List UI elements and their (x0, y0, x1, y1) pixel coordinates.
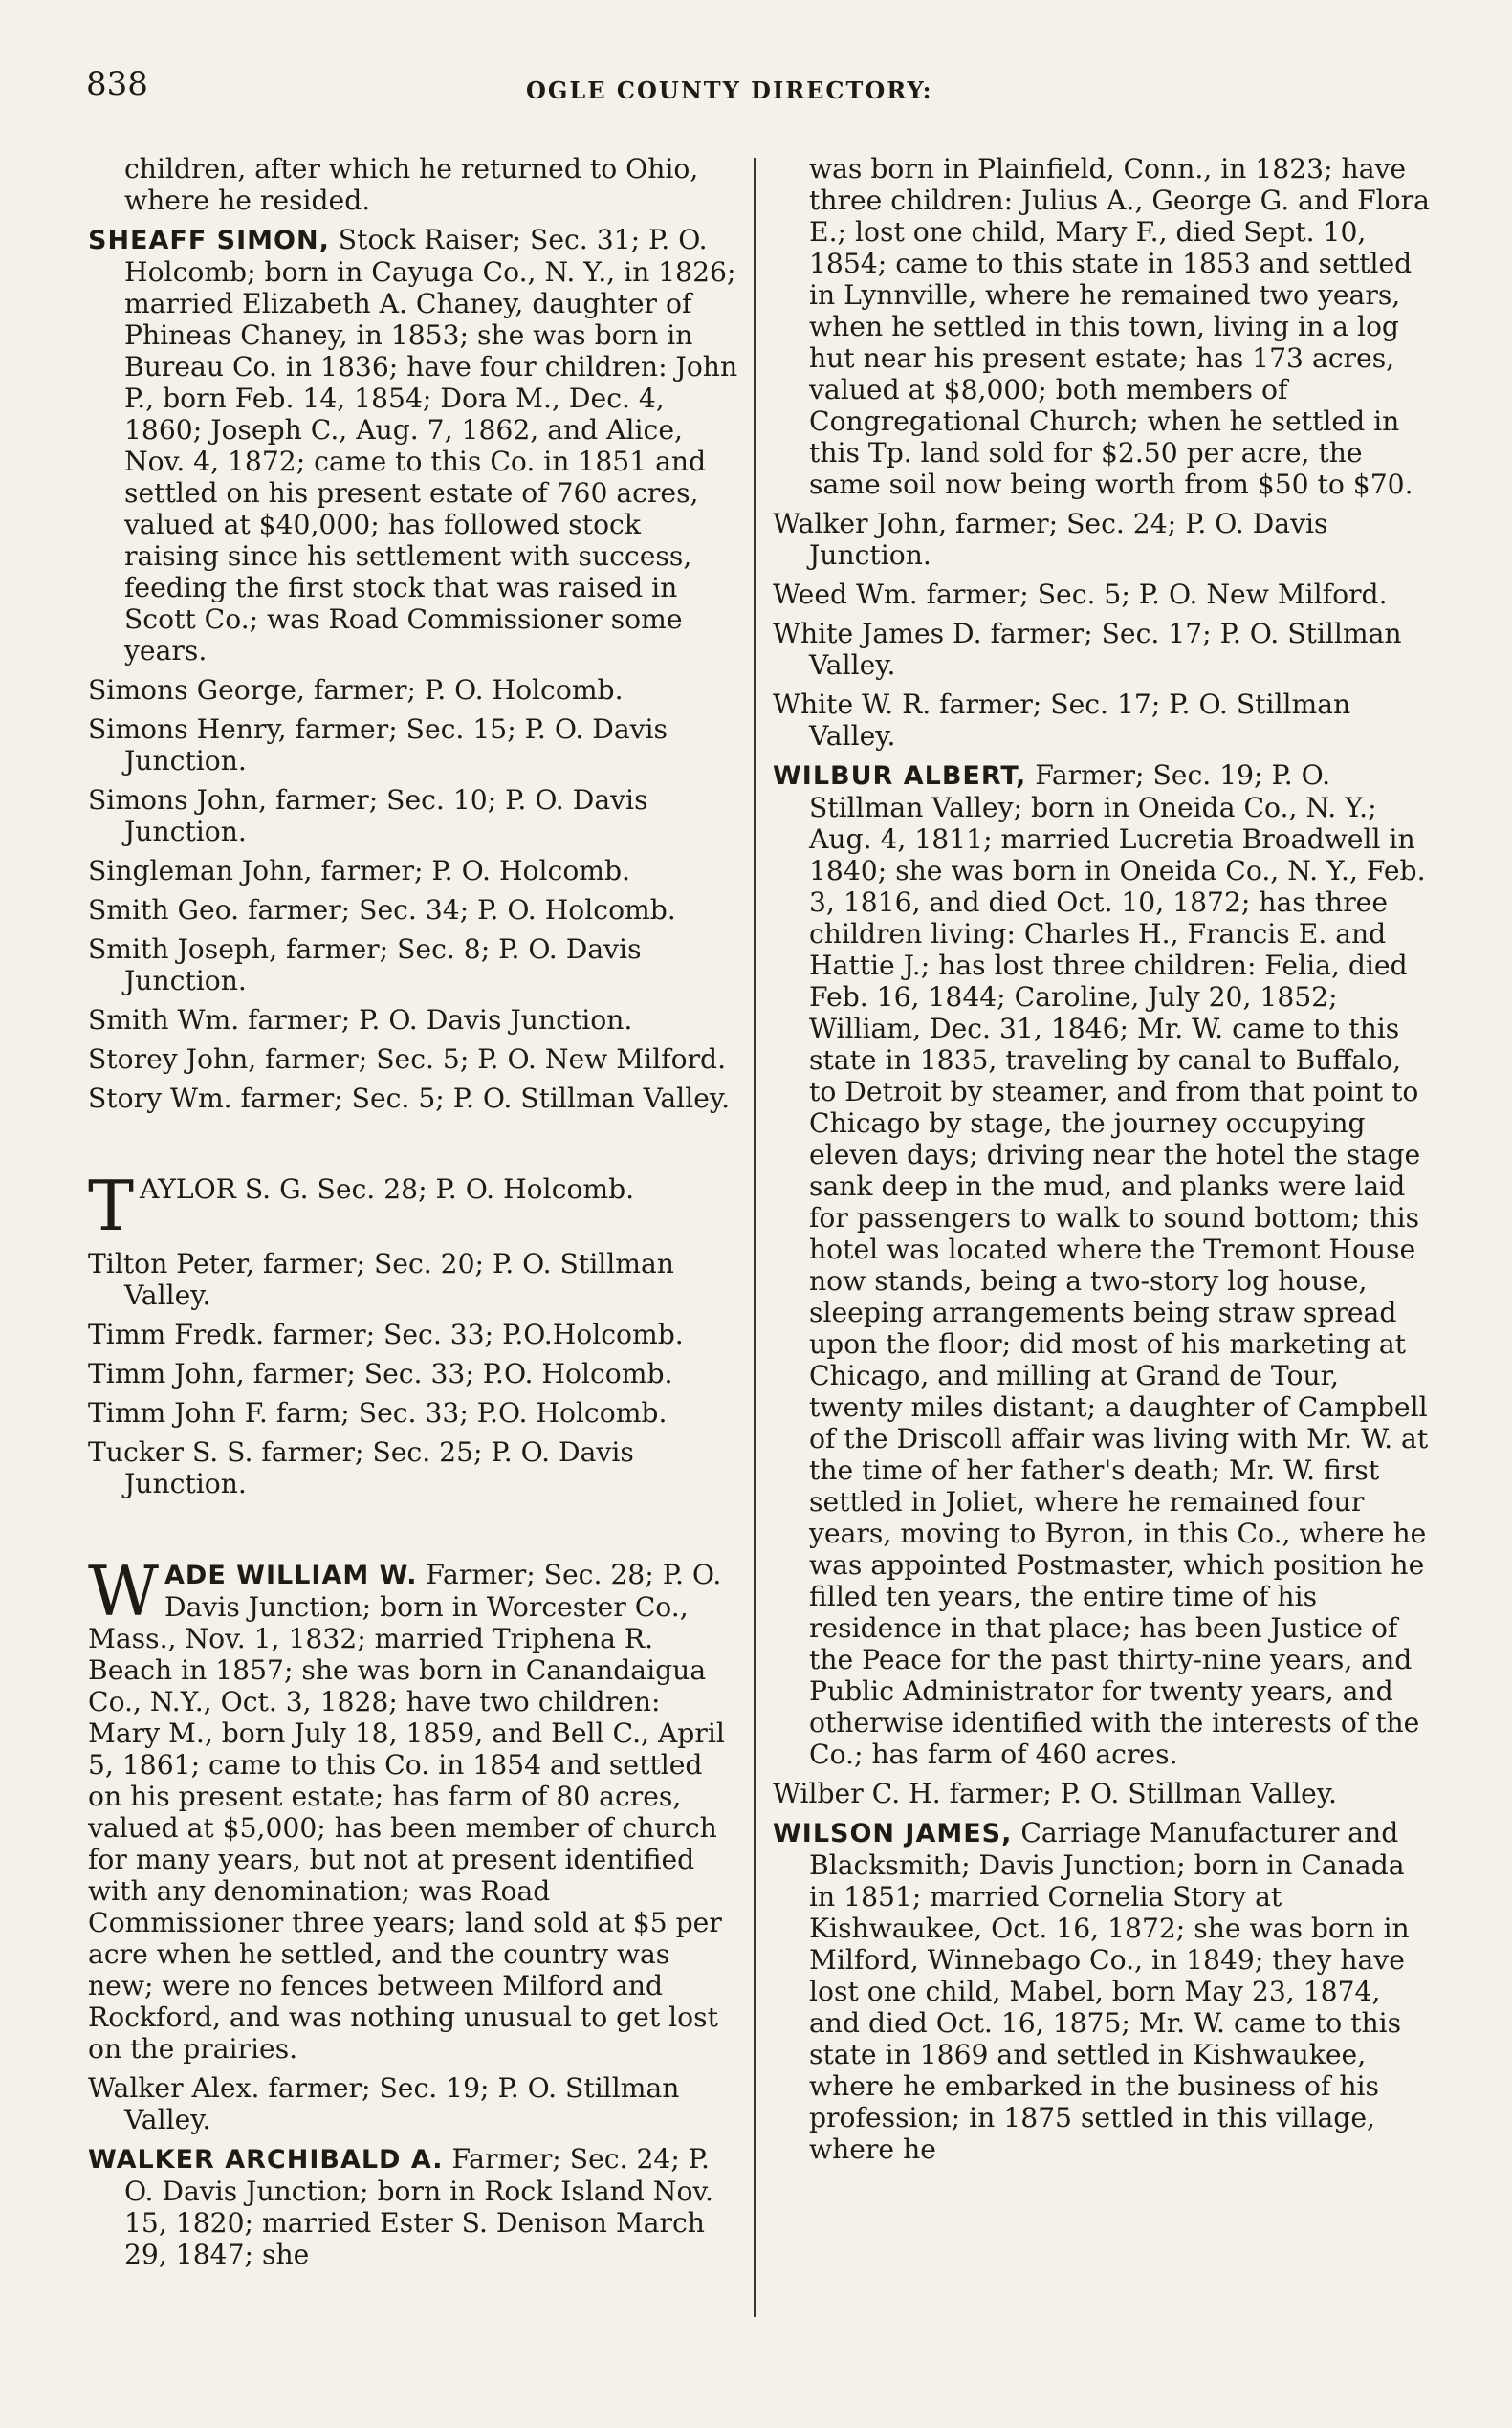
entry-text: Farmer; Sec. 19; P. O. Stillman Valley; born in Oneida Co., N. Y.; Aug. 4, 1811; married Lucretia Broadwell in 1840; she was born in Oneida Co., N. Y., Feb. 3, 1816, and died Oct. 10, 1872; has three children living: Charles H., Francis E. and Hattie J.; has lost three children: Felia, died Feb. 16, 1844; Caroline, July 20, 1852; William, Dec. 31, 1846; Mr. W. came to this state in 1835, traveling by canal to Buffalo, to Detroit by steamer, and from that point to Chicago by stage, the journey occupying eleven days; driving near the hotel the stage sank deep in the mud, and planks were laid for passengers to walk to sound bottom; this hotel was located where the Tremont House now stands, being a two-story log house, sleeping arrangements being straw spread upon the floor; did most of his marketing at Chicago, and milling at Grand de Tour, twenty miles distant; a daughter of Campbell of the Driscoll affair was living with Mr. W. at the time of her father's death; Mr. W. first settled in Joliet, where he remained four years, moving to Byron, in this Co., where he was appointed Postmaster, which position he filled ten years, the entire time of his residence in that place; has been Justice of the Peace for the past thirty-nine years, and Public Administrator for twenty years, and otherwise identified with the interests of the Co.; has farm of 460 acres. (809, 759, 1429, 1770)
page-header (86, 65, 975, 113)
entry-story-wm: Story Wm. farmer; Sec. 5; P. O. Stillman Valley. (88, 1083, 731, 1114)
entry-wilbur-albert (773, 759, 1431, 1770)
entry-name: SHEAFF SIMON, (88, 226, 330, 255)
entry-name: ADE WILLIAM W. (164, 1561, 418, 1591)
drop-cap: W (88, 1551, 160, 1632)
page-number: 838 (86, 65, 148, 103)
entry-taylor-sg (88, 1166, 738, 1247)
entry-tucker-ss: Tucker S. S. farmer; Sec. 25; P. O. Davis Junction. (88, 1436, 634, 1500)
column-divider (754, 158, 756, 2317)
entry-tilton-peter: Tilton Peter, farmer; Sec. 20; P. O. Stillman Valley. (88, 1248, 674, 1312)
entry-timm-john-f: Timm John F. farm; Sec. 33; P.O. Holcomb. (88, 1397, 668, 1430)
entry-singleman-john: Singleman John, farmer; P. O. Holcomb. (88, 855, 631, 886)
entry-wade-william (88, 1551, 738, 2066)
entry-text: Stock Raiser; Sec. 31; P. O. Holcomb; born in Cayuga Co., N. Y., in 1826; married Elizabeth A. Chaney, daughter of Phineas Chaney, in 1853; she was born in Bureau Co. in 1836; have four children: John P., born Feb. 14, 1854; Dora M., Dec. 4, 1860; Joseph C., Aug. 7, 1862, and Alice, Nov. 4, 1872; came to this Co. in 1851 and settled on his present estate of 760 acres, valued at $40,000; has followed stock raising since his settlement with success, feeding the first stock that was raised in Scott Co.; was Road Commissioner some years. (124, 224, 738, 667)
entry-name: WILBUR ALBERT, (773, 761, 1027, 791)
entry-name: WILSON JAMES, (773, 1819, 1013, 1848)
entry-simons-george: Simons George, farmer; P. O. Holcomb. (88, 674, 624, 706)
left-column (88, 153, 738, 2278)
entry-wilson-james (773, 1817, 1431, 2165)
entry-text: Farmer; Sec. 24; P. O. Davis Junction; born in Rock Island Nov. 15, 1820; married Ester S. Denison March 29, 1847; she (124, 2143, 713, 2271)
entry-white-james: White James D. farmer; Sec. 17; P. O. Stillman Valley. (773, 618, 1402, 681)
entry-sheaff-simon (88, 224, 738, 667)
entry-simons-john: Simons John, farmer; Sec. 10; P. O. Davis Junction. (88, 784, 648, 847)
entry-text: Carriage Manufacturer and Blacksmith; Davis Junction; born in Canada in 1851; married Cornelia Story at Kishwaukee, Oct. 16, 1872; she was born in Milford, Winnebago Co., in 1849; they have lost one child, Mabel, born May 23, 1874, and died Oct. 16, 1875; Mr. W. came to this state in 1869 and settled in Kishwaukee, where he embarked in the business of his profession; in 1875 settled in this village, where he (809, 1817, 1410, 2165)
entry-storey-john: Storey John, farmer; Sec. 5; P. O. New Milford. (88, 1043, 727, 1075)
drop-cap: T (88, 1166, 135, 1247)
entry-smith-geo: Smith Geo. farmer; Sec. 34; P. O. Holcomb. (88, 894, 676, 926)
entry-weed-wm: Weed Wm. farmer; Sec. 5; P. O. New Milford. (773, 579, 1388, 610)
entry-white-wr: White W. R. farmer; Sec. 17; P. O. Stillman Valley. (773, 689, 1351, 752)
entry-timm-john: Timm John, farmer; Sec. 33; P.O. Holcomb. (88, 1358, 673, 1390)
entry-text: AYLOR S. G. Sec. 28; P. O. Holcomb. (140, 1173, 635, 1206)
entry-walker-john: Walker John, farmer; Sec. 24; P. O. Davis Junction. (773, 508, 1328, 571)
continued-text: children, after which he returned to Ohio, where he resided. (124, 153, 699, 216)
entry-text: Farmer; Sec. 28; P. O. Davis Junction; born in Worcester Co., Mass., Nov. 1, 1832; married Triphena R. Beach in 1857; she was born in Canandaigua Co., N.Y., Oct. 3, 1828; have two children: Mary M., born July 18, 1859, and Bell C., April 5, 1861; came to this Co. in 1854 and settled on his present estate; has farm of 80 acres, valued at $5,000; has been member of church for many years, but not at present identified with any denomination; was Road Commissioner three years; land sold at $5 per acre when he settled, and the country was new; were no fences between Milford and Rockford, and was nothing unusual to get lost on the prairies. (88, 1559, 725, 2066)
entry-smith-wm: Smith Wm. farmer; P. O. Davis Junction. (88, 1004, 633, 1036)
continued-text: was born in Plainfield, Conn., in 1823; have three children: Julius A., George G. and Flora E.; lost one child, Mary F., died Sept. 10, 1854; came to this state in 1853 and settled in Lynnville, where he remained two years, when he settled in this town, living in a log hut near his present estate; has 173 acres, valued at $8,000; both members of Congregational Church; when he settled in this Tp. land sold for $2.50 per acre, the same soil now being worth from $50 to $70. (809, 153, 1430, 500)
entry-simons-henry: Simons Henry, farmer; Sec. 15; P. O. Davis Junction. (88, 713, 668, 777)
entry-timm-fredk: Timm Fredk. farmer; Sec. 33; P.O.Holcomb. (88, 1319, 684, 1351)
running-head: OGLE COUNTY DIRECTORY: (526, 77, 933, 104)
entry-name: WALKER ARCHIBALD A. (88, 2145, 444, 2176)
entry-smith-joseph: Smith Joseph, farmer; Sec. 8; P. O. Davis Junction. (88, 933, 642, 996)
entry-walker-alex: Walker Alex. farmer; Sec. 19; P. O. Stillman Valley. (88, 2072, 680, 2136)
entry-wilber-ch: Wilber C. H. farmer; P. O. Stillman Valley. (773, 1778, 1338, 1809)
entry-walker-archibald (88, 2143, 738, 2270)
right-column (773, 153, 1431, 2173)
